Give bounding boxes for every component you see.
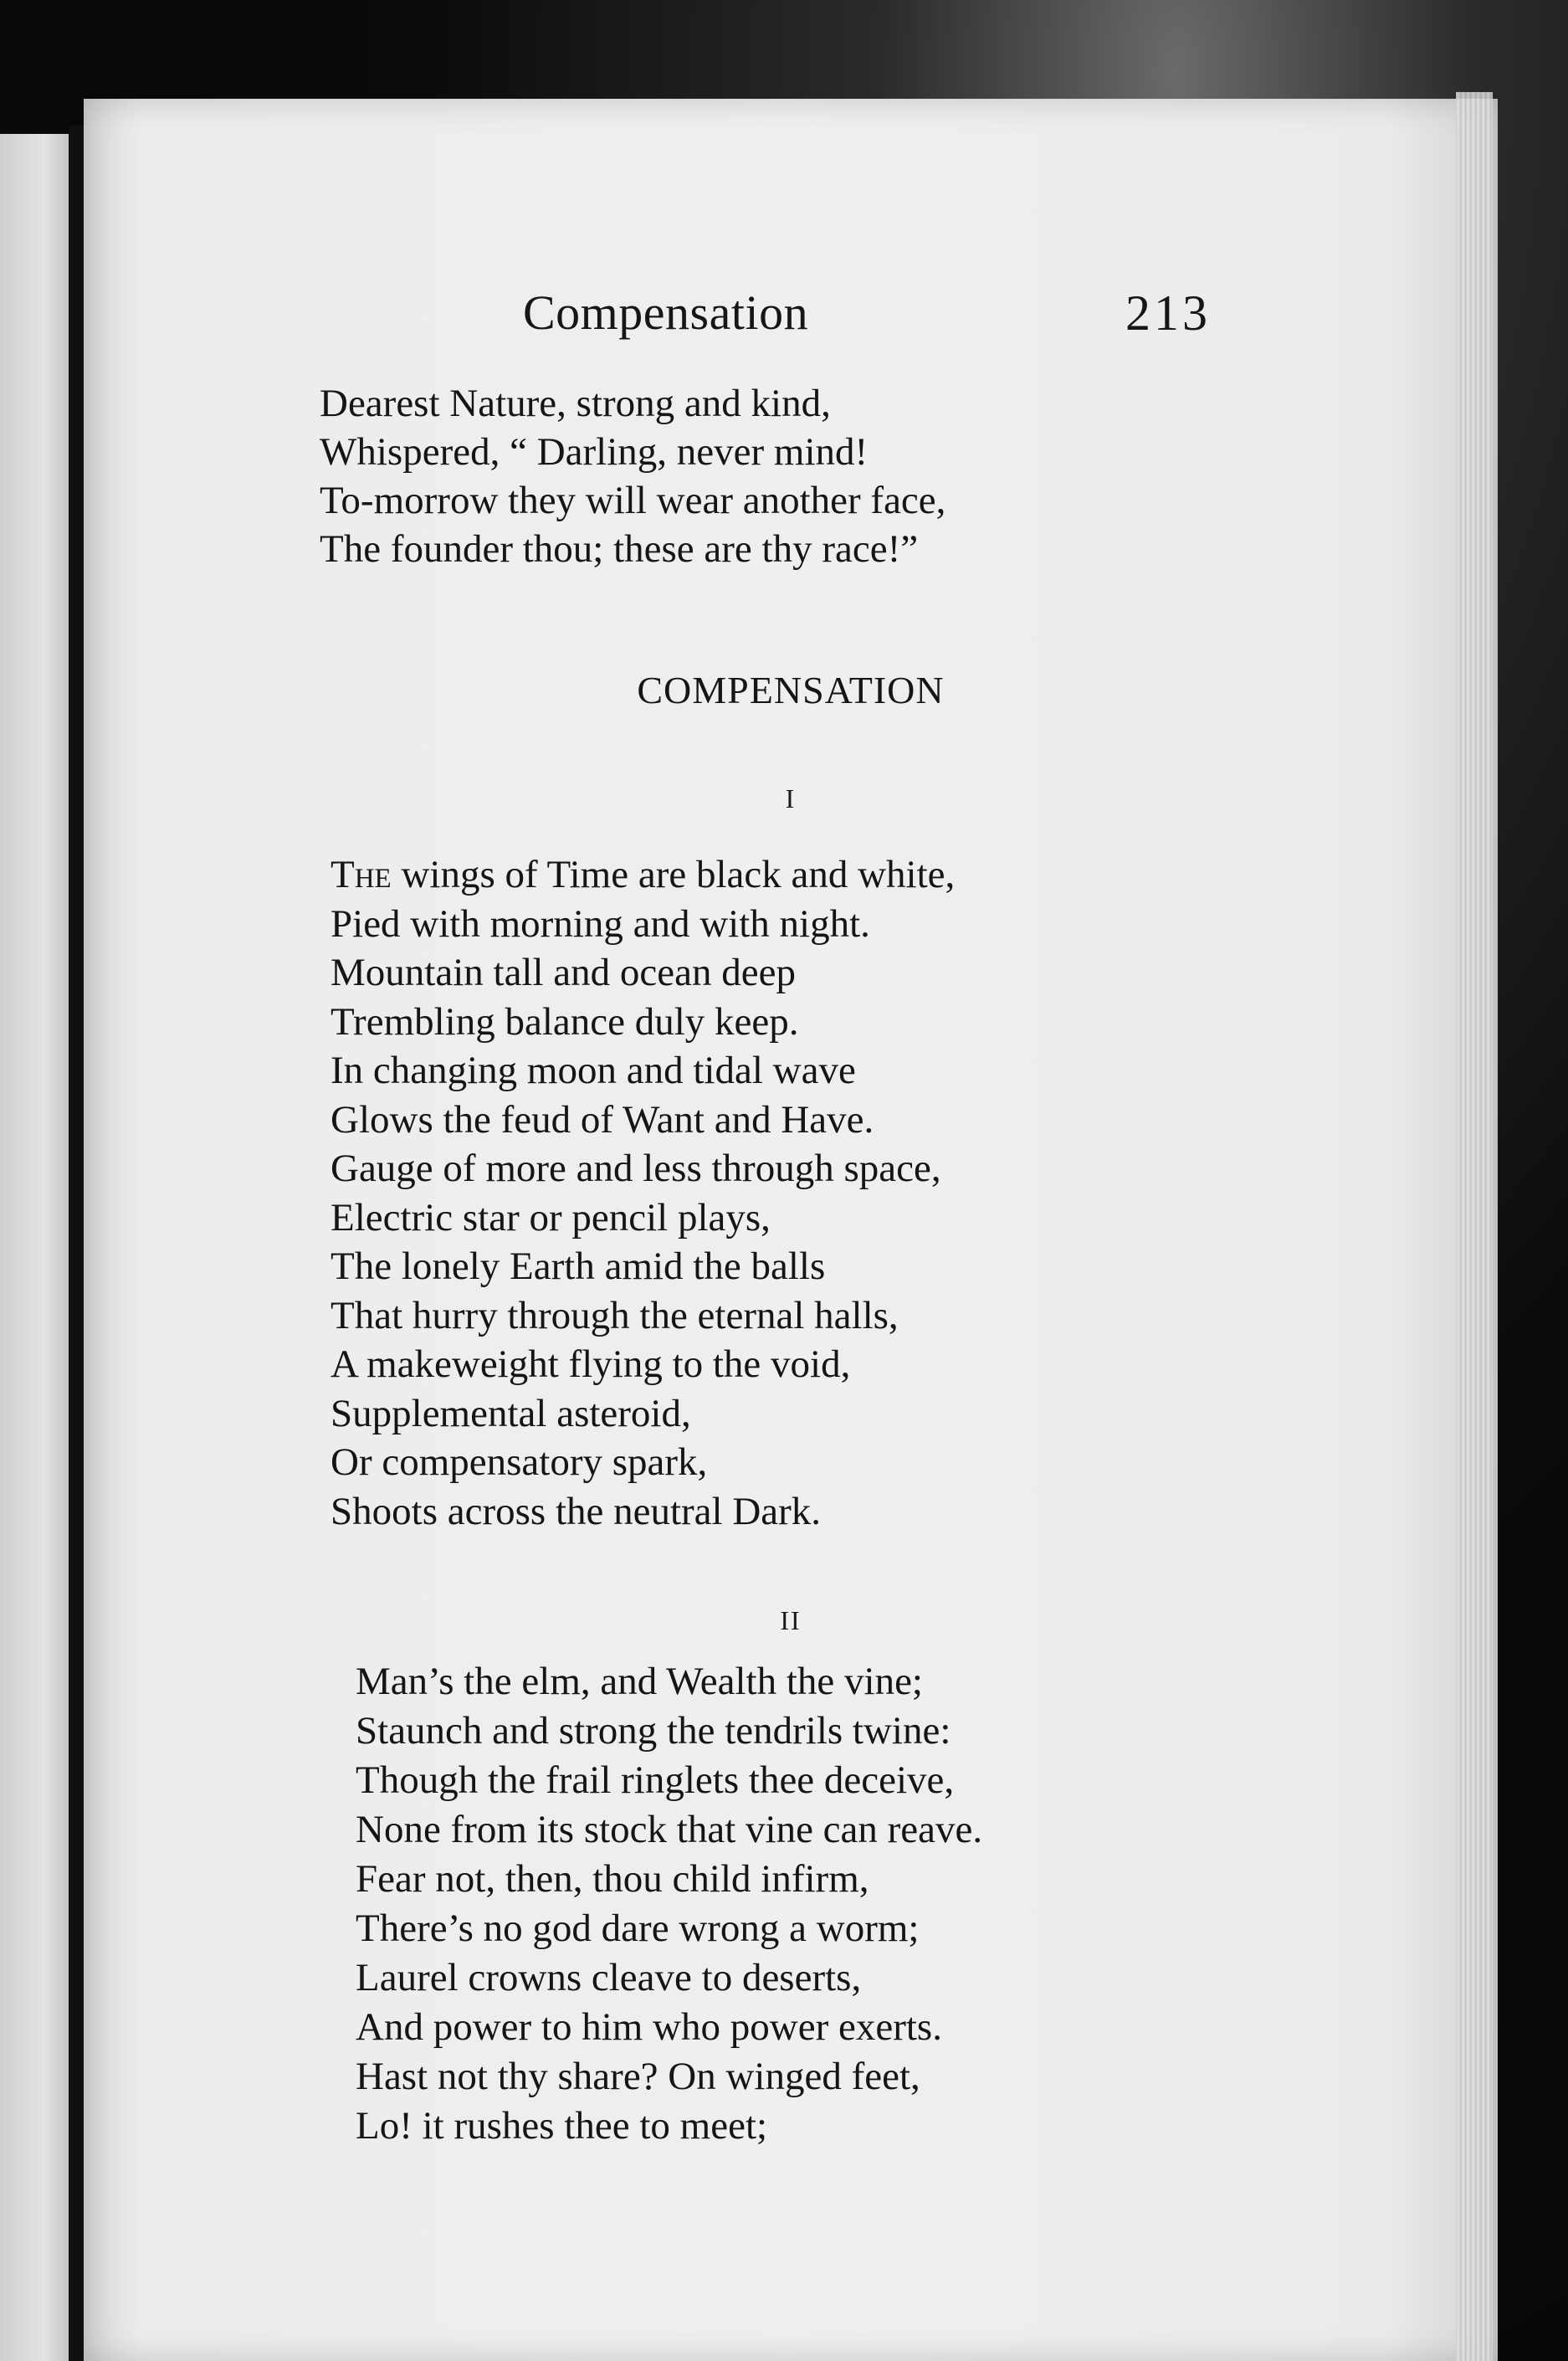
verse-line: Though the frail ringlets thee deceive,: [356, 1758, 955, 1802]
verse-line: There’s no god dare wrong a worm;: [356, 1907, 920, 1950]
verse-line: Mountain tall and ocean deep: [331, 951, 796, 994]
verse-line: Gauge of more and less through space,: [331, 1147, 941, 1190]
stanza-section-2: [356, 1657, 982, 2151]
verse-line: Lo! it rushes thee to meet;: [356, 2104, 768, 2148]
verse-line: A makeweight flying to the void,: [331, 1342, 851, 1386]
book-page: [84, 99, 1498, 2361]
closing-stanza-previous-poem: [320, 379, 945, 573]
verse-line-rest: wings of Time are black and white,: [391, 853, 956, 896]
verse-line: Or compensatory spark,: [331, 1440, 708, 1484]
verse-line: The founder thou; these are thy race!”: [320, 527, 919, 571]
page-stack-edge: [1456, 92, 1493, 2361]
section-numeral: II: [780, 1605, 802, 1635]
verse-line: Pied with morning and with night.: [331, 901, 870, 946]
verse-line: In changing moon and tidal wave: [331, 1049, 856, 1092]
book-gutter: [69, 126, 84, 2361]
stanza-section-1: [331, 850, 955, 1536]
verse-line: To-morrow they will wear another face,: [320, 479, 946, 522]
verse-line: Hast not thy share? On winged feet,: [356, 2055, 920, 2098]
running-title: Compensation: [523, 285, 809, 340]
poem-title: COMPENSATION: [637, 669, 945, 711]
verse-line: And power to him who power exerts.: [356, 2005, 942, 2049]
verse-line: Staunch and strong the tendrils twine:: [356, 1709, 951, 1753]
verse-line: Electric star or pencil plays,: [331, 1195, 771, 1240]
verse-line: Fear not, then, thou child infirm,: [356, 1857, 869, 1901]
verse-line: Whispered, “ Darling, never mind!: [320, 430, 869, 474]
verse-line: Dearest Nature, strong and kind,: [320, 382, 831, 425]
verse-line: Man’s the elm, and Wealth the vine;: [356, 1660, 923, 1703]
verse-line: Trembling balance duly keep.: [331, 999, 799, 1044]
verse-line: None from its stock that vine can reave.: [356, 1808, 983, 1851]
verse-line: The lonely Earth amid the balls: [331, 1245, 826, 1288]
previous-page-edge: [0, 134, 74, 2361]
verse-line: Glows the feud of Want and Have.: [331, 1097, 874, 1142]
section-numeral: I: [785, 783, 797, 814]
verse-line: Supplemental asteroid,: [331, 1391, 691, 1435]
verse-line: [331, 850, 955, 900]
drop-word: The: [331, 853, 392, 896]
running-head: [84, 285, 1498, 352]
verse-line: That hurry through the eternal halls,: [331, 1293, 899, 1337]
verse-line: Laurel crowns cleave to deserts,: [356, 1956, 862, 1999]
page-number: 213: [1125, 285, 1211, 341]
verse-line: Shoots across the neutral Dark.: [331, 1489, 822, 1533]
